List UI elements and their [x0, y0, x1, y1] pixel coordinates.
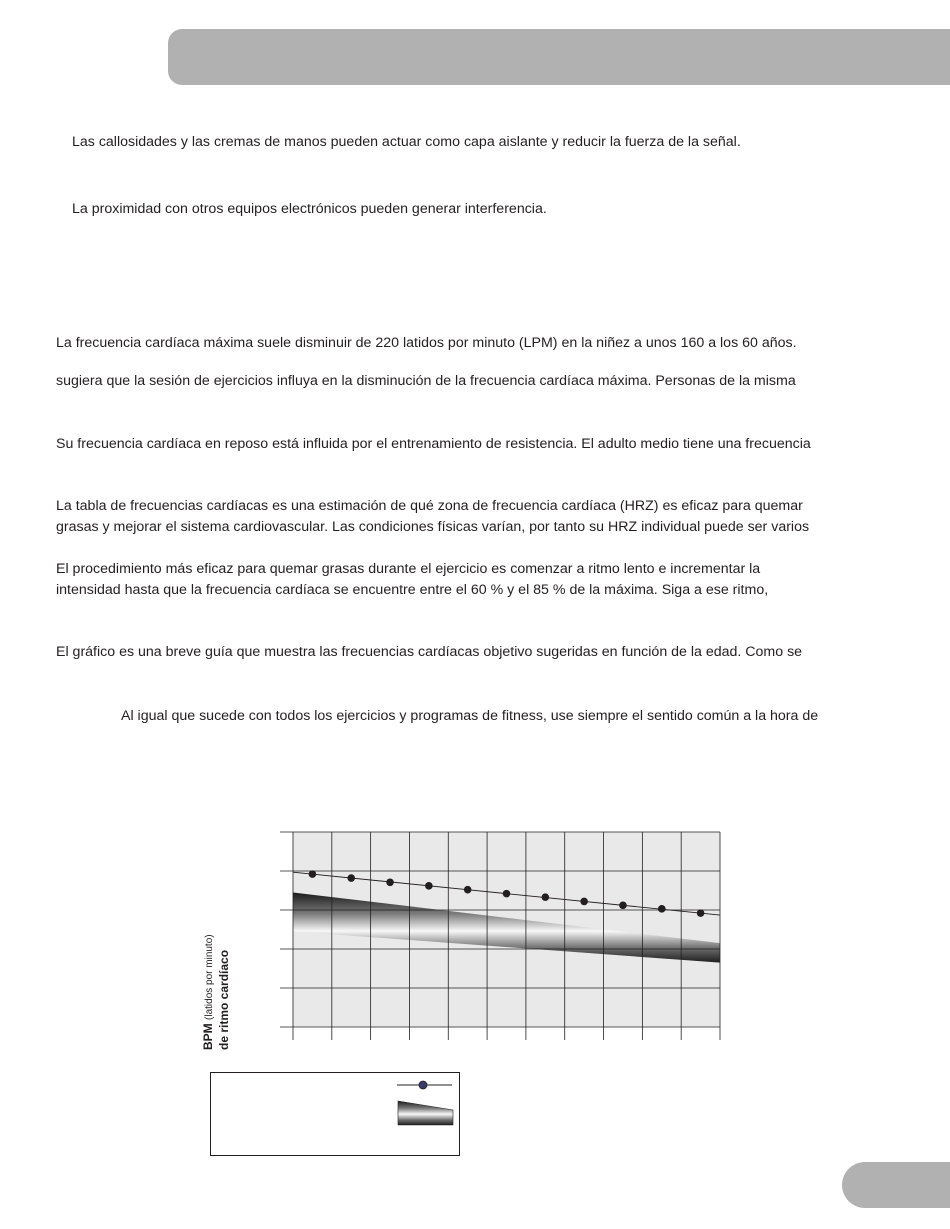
- max-rate-point: [619, 902, 627, 910]
- max-rate-point: [658, 905, 666, 913]
- paragraph-hrz-line2: grasas y mejorar el sistema cardiovascular. Las condiciones físicas varían, por tanto su HRZ individual puede ser varios: [56, 519, 810, 535]
- paragraph-interference: La proximidad con otros equipos electrónicos pueden generar interferencia.: [72, 201, 547, 217]
- y-axis-label: [201, 934, 232, 1050]
- max-rate-point: [309, 870, 317, 878]
- max-rate-point: [425, 882, 433, 890]
- max-rate-point: [503, 890, 511, 898]
- paragraph-hrz-line1: La tabla de frecuencias cardíacas es una estimación de qué zona de frecuencia cardíaca (HRZ) es eficaz para quemar: [56, 498, 803, 514]
- paragraph-chart-guide: El gráfico es una breve guía que muestra las frecuencias cardíacas objetivo sugeridas en función de la edad. Como se: [56, 644, 803, 660]
- paragraph-max-heart-rate: La frecuencia cardíaca máxima suele disminuir de 220 latidos por minuto (LPM) en la niñez a unos 160 a los 60 años.: [56, 335, 797, 351]
- paragraph-fat-burn-line1: El procedimiento más eficaz para quemar grasas durante el ejercicio es comenzar a ritmo lento e incrementar la: [56, 561, 761, 577]
- legend-band-icon: [398, 1101, 453, 1125]
- legend-marker-icon: [419, 1081, 427, 1089]
- paragraph-resting-rate: Su frecuencia cardíaca en reposo está influida por el entrenamiento de resistencia. El adulto medio tiene una frecuencia: [56, 436, 811, 452]
- paragraph-exercise-session: sugiera que la sesión de ejercicios influya en la disminución de la frecuencia cardíaca máxima. Personas de la misma: [56, 373, 796, 389]
- max-rate-point: [386, 879, 394, 887]
- y-axis-label-line2: de ritmo cardíaco: [217, 949, 231, 1050]
- chart-legend: [210, 1072, 460, 1156]
- max-rate-point: [464, 886, 472, 894]
- paragraph-common-sense: Al igual que sucede con todos los ejercicios y programas de fitness, use siempre el sentido común a la hora de: [121, 708, 819, 724]
- paragraph-calluses: Las callosidades y las cremas de manos pueden actuar como capa aislante y reducir la fuerza de la señal.: [72, 134, 741, 150]
- paragraph-fat-burn-line2: intensidad hasta que la frecuencia cardíaca se encuentre entre el 60 % y el 85 % de la máxima. Siga a ese ritmo,: [56, 582, 769, 598]
- max-rate-point: [542, 893, 550, 901]
- page-number-tab: [842, 1162, 950, 1208]
- y-axis-label-unit: (latidos por minuto): [204, 934, 215, 1020]
- max-rate-point: [580, 898, 588, 906]
- max-rate-point: [697, 909, 705, 917]
- max-rate-point: [347, 874, 355, 882]
- y-axis-label-bpm: BPM: [201, 1023, 215, 1050]
